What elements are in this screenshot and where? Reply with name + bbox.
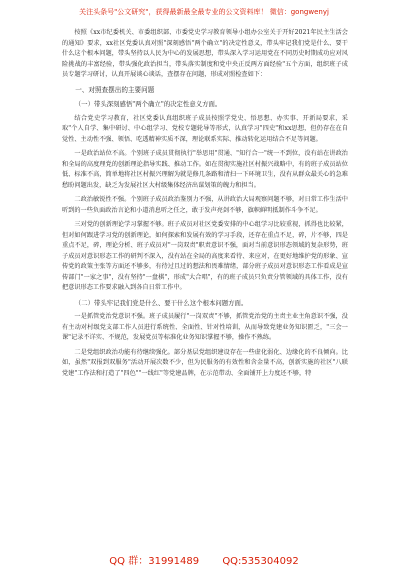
contact-footer	[0, 552, 408, 570]
paragraph: 一是政治站位不高。个别班子成员贯彻执行"举思用"贯通、"知行合一"统一不到位，没有站在讲政治和全局的高度理党的创新理论指导实践、推动工作。如在贯彻实施社区村振兴战略中，有的班子成员站位低、标准不高，简单地将社区村振兴理解为就是修几条路和清扫一下环境卫生，没有从群众最关心的急难愁盼问题出发，缺乏为发展社区大村级集体经济出谋划策的魄力和担当。	[62, 150, 348, 189]
paragraph: 二是党组织政治功能有待继续强化。部分基层党组织建设存在一些虚化弱化、边缘化的不良倾向。比如，虽然"双报到双服务"活动开展次数不少，但为民服务的有效性和含金量不高，创新实施的社区"八联党建"工作法和打造了"四色""一线红"等党建品牌，在示范带动、全面铺开上力度还不够，特	[62, 348, 348, 377]
section-heading: 一、对照查摆出的主要问题	[75, 85, 155, 94]
paragraph: 二政治敏锐性不强。个别班子成员政治鉴别力不强，从讲政治大局观察问题不够，对日常工作生活中听到的一些负面政治言论和小道消息听之任之，敢于发声亮剑不够，旗帜鲜明抵制作斗争不足。	[62, 196, 348, 214]
paragraph: 三对党的创新理论学习掌握不够。班子成员对社区党委安排的中心组学习比较重视，抓得也比较紧，但对如何跟进学习党的创新理论，如何探索和发展有效的学习手段，还存在重点不足，碎，片不够，四是重点不足，碎，理论分析、班子成员对"一岗双责"职责意识不强，面对当前意识形态领域的复杂形势，班子成员对意识形态工作的研判不深入，没有站在全局的高度来看待、来应对，在更好地维护党的形象、宣传党的政策主张等方面还不够多，有待过且过的想法和畏难情绪，部分班子成员对意识形态工作看成是宣传部门"一家之事"，没有坚持"一盘棋"，形成"大合唱"，有的班子成员只负责分管领域的具体工作，没有把意识形态工作要求融入到各自日常工作中。	[62, 221, 348, 291]
document-body	[62, 28, 348, 383]
paragraph: 结合党史学习教育，社区党委认真组织班子成员按照学党史、悟思想、办实事、开新局要求，采取"个人自学、集中研讨、中心组学习、党校专题轮导等形式，认真学习"四史"和xx思想，但仍存在在自觉性、主动性不强、领悟、吃透精神实质不深，理论联系实际、推动转化运用结合不足等问题。	[62, 114, 348, 143]
section-heading: （二）带头牢记我们党是什么、要干什么这个根本问题方面。	[74, 298, 248, 307]
promo-banner: 关注头条号"公文研究"，获得最新最全最专业的公文资料库！ 微信：gongwenyj	[79, 8, 329, 16]
section-heading: （一）带头深刻感悟"两个确立"的决定性意义方面。	[74, 100, 222, 108]
paragraph: 一是抓管党治党意识不强。班子成员履行"一岗双责"不够，抓管党治党的主责主业主角意识不强，没有主动对村级党支部工作人员进行系统性、全面性、针对性培训，从而导致党建业务知识匮乏，"三会一课"记录不详实、不规范，发展党员等标准化业务知识掌握不够，操作不熟练。	[62, 313, 348, 341]
qq-number: QQ:535304092	[222, 556, 299, 567]
paragraph: 按照《xx市纪委机关、市委组织部、市委党史学习教育领导小组办公室关于开好2021年民主生活会的通知》要求，xx社区党委认真对照"深刻感悟"两个确立"的决定性意义，带头牢记我们党是什么、要干什么这个根本问题，带头坚持以人民为中心的发展思想，带头深入学习运用党在不同历史时期成功应对风险挑战的丰富经验，带头强化政治担当，带头落实制度和党中央正反两方面经验"五个方面，组织班子成员专题学习研讨，认真开展谈心谈话，查摆存在问题，形成对照检查如下：	[62, 29, 348, 78]
qq-group: QQ 群：31991489	[109, 556, 200, 567]
